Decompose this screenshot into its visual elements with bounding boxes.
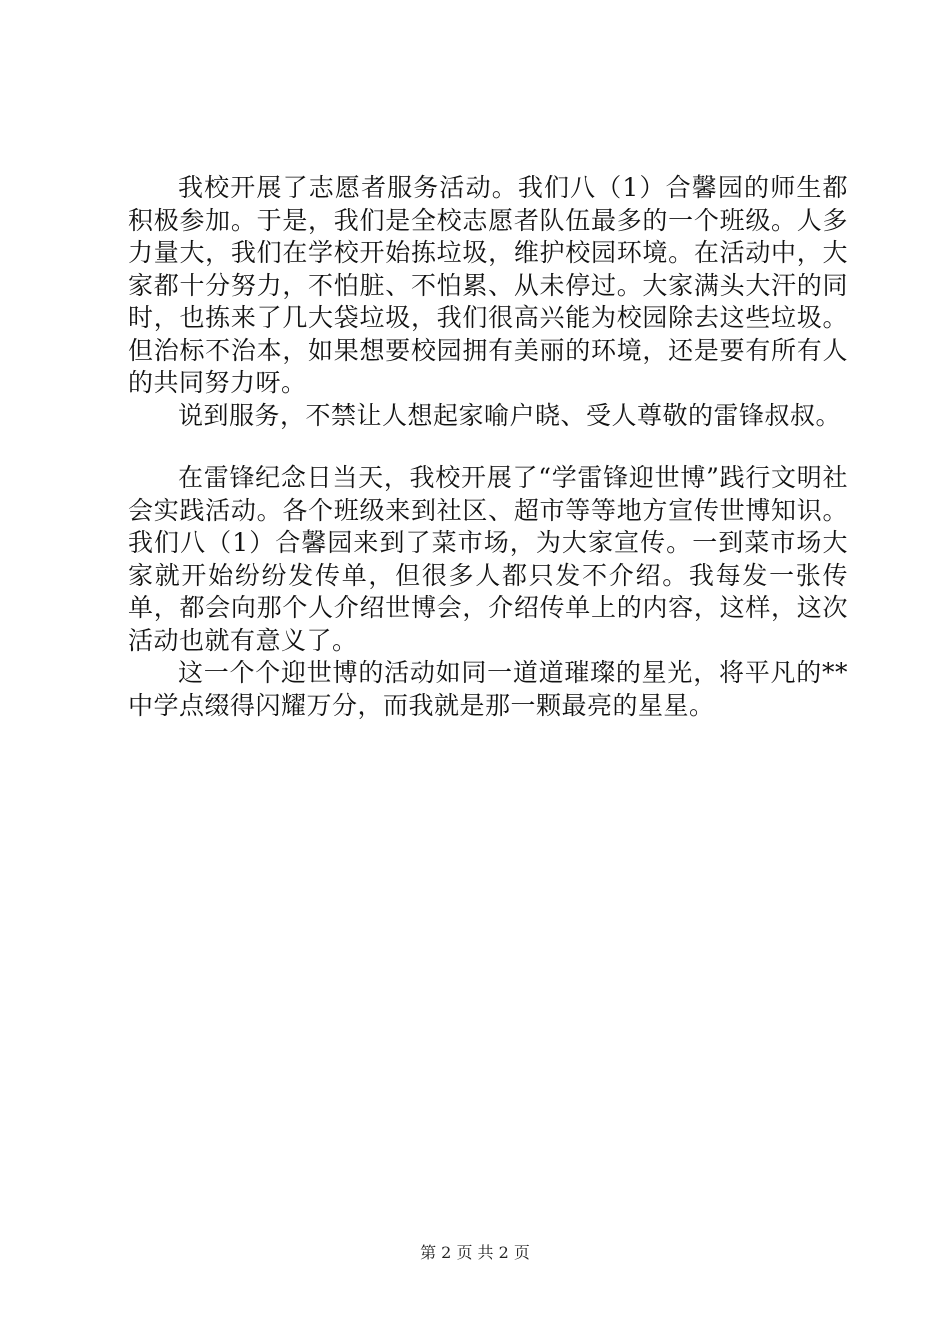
paragraph-expo-campaign: 在雷锋纪念日当天，我校开展了“学雷锋迎世博”践行文明社会实践活动。各个班级来到社区、超市等等地方宣传世博知识。我们八（1）合馨园来到了菜市场，为大家宣传。一到菜市场大家就开始纷纷发传单，但很多人都只发不介绍。我每发一张传单，都会向那个人介绍世博会，介绍传单上的内容，这样，这次活动也就有意义了。 bbox=[128, 463, 848, 655]
paragraph-conclusion: 这一个个迎世博的活动如同一道道璀璨的星光，将平凡的**中学点缀得闪耀万分，而我就是那一颗最亮的星星。 bbox=[128, 658, 848, 720]
document-body bbox=[128, 172, 848, 722]
page-number-footer: 第 2 页 共 2 页 bbox=[420, 1243, 530, 1262]
paragraph-lei-feng-intro: 说到服务，不禁让人想起家喻户晓、受人尊敬的雷锋叔叔。 bbox=[178, 400, 842, 430]
paragraph-volunteer-activity: 我校开展了志愿者服务活动。我们八（1）合馨园的师生都积极参加。于是，我们是全校志愿者队伍最多的一个班级。人多力量大，我们在学校开始拣垃圾，维护校园环境。在活动中，大家都十分努力，不怕脏、不怕累、从未停过。大家满头大汗的同时，也拣来了几大袋垃圾，我们很高兴能为校园除去这些垃圾。但治标不治本，如果想要校园拥有美丽的环境，还是要有所有人的共同努力呀。 bbox=[128, 173, 848, 397]
